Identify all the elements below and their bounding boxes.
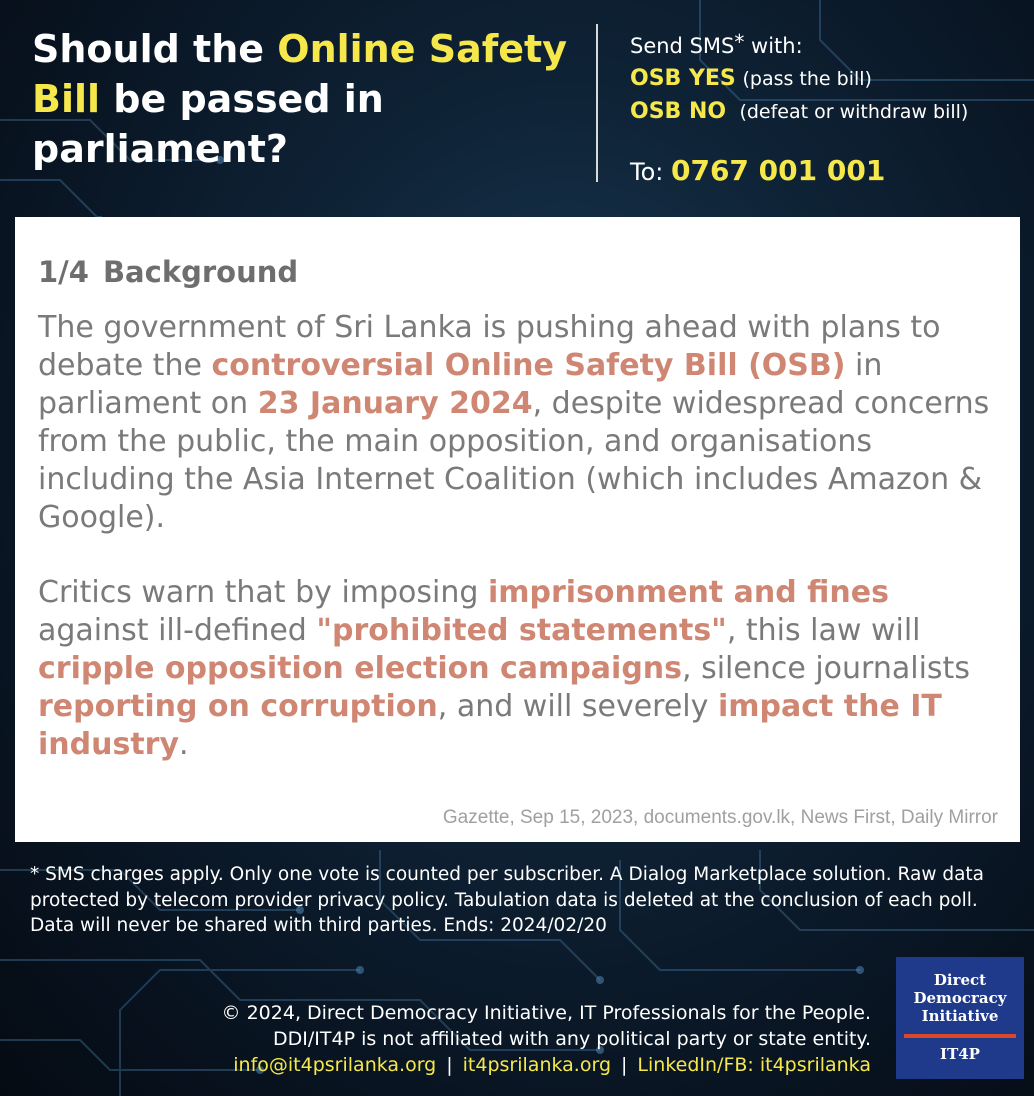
title-post: be passed in parliament? <box>32 77 384 171</box>
website-link[interactable]: it4psrilanka.org <box>462 1054 612 1076</box>
highlighted-phrase: impact the IT industry <box>38 689 942 762</box>
sms-instructions <box>630 30 1030 128</box>
option-yes-note: (pass the bill) <box>742 68 872 90</box>
footer <box>91 1000 871 1078</box>
header-divider <box>596 24 598 182</box>
paragraph-text: The government of Sri Lanka is pushing ahead with plans to debate the <box>38 310 941 383</box>
paragraph-text: , this law will <box>726 613 921 648</box>
background-paragraph-2 <box>38 574 998 764</box>
to-label: To: <box>630 158 671 186</box>
card-title: Background <box>102 255 299 289</box>
sms-disclaimer: * SMS charges apply. Only one vote is counted per subscriber. A Dialog Marketplace solution. Raw data protected by telecom provider privacy policy. Tabulation data is deleted at the conclusion of each poll. Data will never be shared with third parties. Ends: 2024/02/20 <box>30 864 984 936</box>
sms-label: Send SMS <box>630 34 735 58</box>
paragraph-text: , despite widespread concerns from the public, the main opposition, and organisations including the Asia Internet Coalition (which includes Amazon & Google). <box>38 386 990 535</box>
sms-recipient <box>630 154 885 187</box>
phone-number: 0767 001 001 <box>670 154 886 187</box>
step-indicator: 1/4 <box>38 255 89 289</box>
background-paragraph-1 <box>38 309 998 537</box>
sources-citation: Gazette, Sep 15, 2023, documents.gov.lk, News First, Daily Mirror <box>442 807 998 828</box>
card-heading <box>38 255 298 289</box>
title-pre: Should the <box>32 27 278 71</box>
logo-bar <box>904 1034 1016 1038</box>
option-yes-code: OSB YES <box>630 66 736 91</box>
sms-with: with: <box>744 34 803 58</box>
separator: | <box>446 1054 453 1076</box>
title-highlight: Online Safety Bill <box>32 27 567 121</box>
copyright-line: © 2024, Direct Democracy Initiative, IT Professionals for the People. <box>221 1002 871 1024</box>
paragraph-text: Critics warn that by imposing <box>38 575 488 610</box>
ddi-logo <box>896 957 1024 1079</box>
option-yes <box>630 62 1030 95</box>
highlighted-phrase: "prohibited statements" <box>316 613 727 648</box>
separator: | <box>621 1054 628 1076</box>
email-link[interactable]: info@it4psrilanka.org <box>233 1054 437 1076</box>
contact-links <box>91 1052 871 1078</box>
sms-label-line <box>630 30 1030 62</box>
highlighted-phrase: controversial Online Safety Bill (OSB) <box>211 348 846 383</box>
option-no-note: (defeat or withdraw bill) <box>739 101 969 123</box>
paragraph-text: against ill-defined <box>38 613 317 648</box>
highlighted-phrase: cripple opposition election campaigns <box>38 651 683 686</box>
highlighted-phrase: 23 January 2024 <box>257 386 533 421</box>
poll-question-title <box>32 24 592 174</box>
paragraph-text: . <box>179 727 189 762</box>
highlighted-phrase: imprisonment and fines <box>487 575 889 610</box>
logo-it4p: IT4P <box>940 1045 980 1063</box>
highlighted-phrase: reporting on corruption <box>38 689 438 724</box>
paragraph-text: in parliament on <box>38 348 883 421</box>
option-no <box>630 95 1030 128</box>
option-no-code: OSB NO <box>630 99 727 124</box>
paragraph-text: , and will severely <box>437 689 718 724</box>
social-link[interactable]: LinkedIn/FB: it4psrilanka <box>637 1054 871 1076</box>
sms-asterisk: * <box>734 30 745 54</box>
background-card <box>15 217 1020 842</box>
logo-org-name: Direct Democracy Initiative <box>913 971 1007 1025</box>
paragraph-text: , silence journalists <box>682 651 970 686</box>
affiliation-line: DDI/IT4P is not affiliated with any political party or state entity. <box>273 1028 871 1050</box>
